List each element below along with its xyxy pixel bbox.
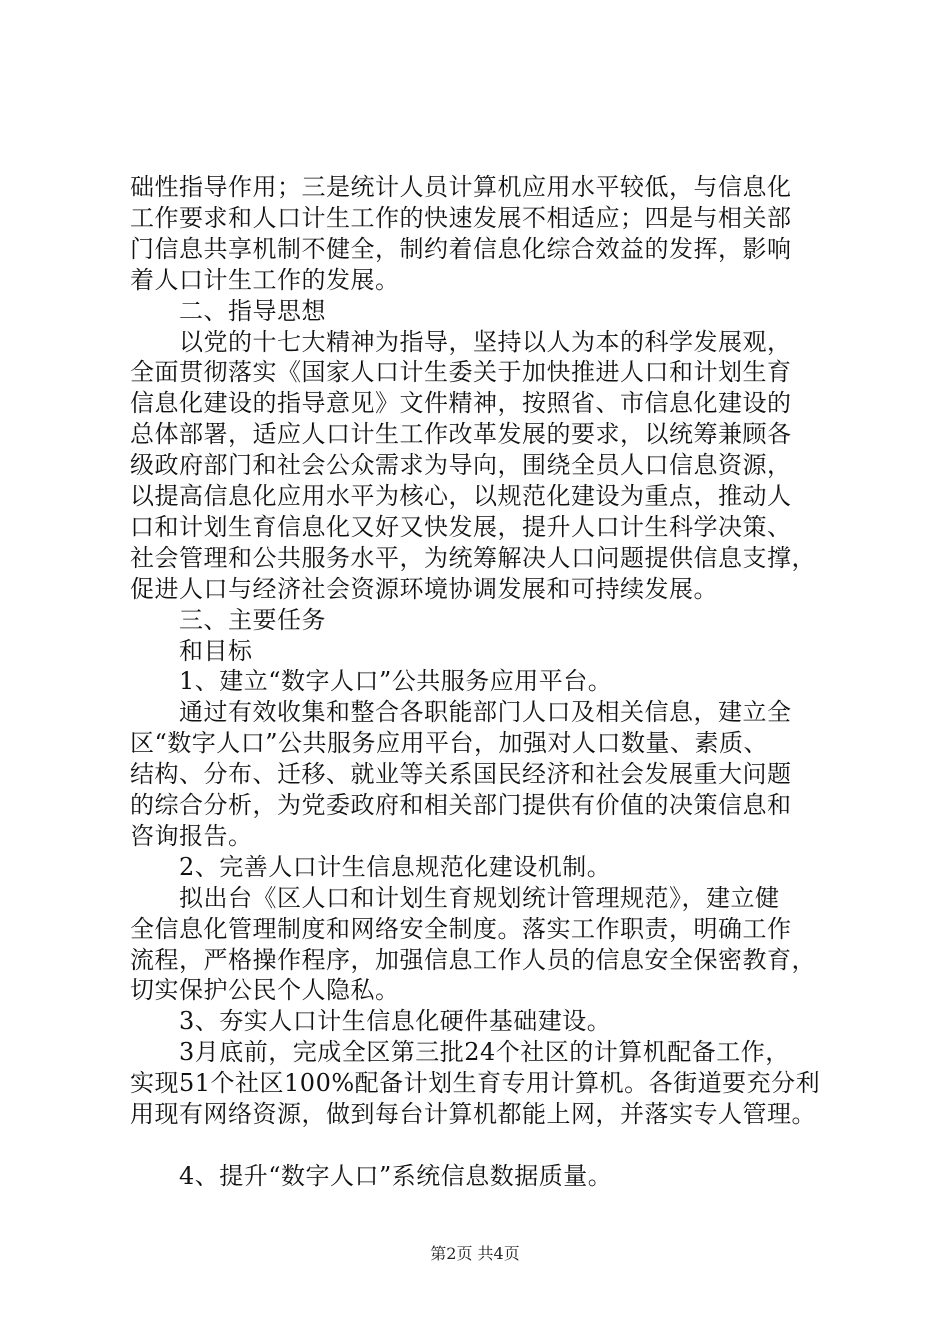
text-line: 础性指导作用；三是统计人员计算机应用水平较低，与信息化 [130,173,792,201]
page-footer: 第2页 共4页 [430,1244,520,1263]
text-line: 通过有效收集和整合各职能部门人口及相关信息，建立全 [130,698,792,727]
text-line: 和目标 [130,636,253,665]
text-line: 用现有网络资源，做到每台计算机都能上网，并落实专人管理。 [130,1100,816,1128]
text-line: 级政府部门和社会公众需求为导向，围绕全员人口信息资源， [130,451,792,480]
text-line: 门信息共享机制不健全，制约着信息化综合效益的发挥，影响 [130,234,792,263]
text-line: 以提高信息化应用水平为核心，以规范化建设为重点，推动人 [130,482,792,510]
text-line: 实现51个社区100%配备计划生育专用计算机。各街道要充分利 [130,1069,821,1098]
text-line: 以党的十七大精神为指导，坚持以人为本的科学发展观， [130,327,792,356]
text-line: 流程，严格操作程序，加强信息工作人员的信息安全保密教育， [130,945,816,974]
text-line: 的综合分析，为党委政府和相关部门提供有价值的决策信息和 [130,791,792,819]
text-line: 工作要求和人口计生工作的快速发展不相适应；四是与相关部 [130,203,792,232]
text-line: 三、主要任务 [130,605,326,634]
text-line: 总体部署，适应人口计生工作改革发展的要求，以统筹兼顾各 [130,420,792,449]
text-line: 结构、分布、迁移、就业等关系国民经济和社会发展重大问题 [130,760,792,789]
text-line: 4、提升“数字人口”系统信息数据质量。 [130,1161,613,1190]
text-line: 咨询报告。 [130,821,253,850]
text-line: 全信息化管理制度和网络安全制度。落实工作职责，明确工作 [130,914,792,943]
text-line: 社会管理和公共服务水平，为统筹解决人口问题提供信息支撑， [130,543,816,572]
text-line: 区“数字人口”公共服务应用平台，加强对人口数量、素质、 [130,729,769,758]
text-line: 3月底前，完成全区第三批24个社区的计算机配备工作， [130,1038,790,1067]
text-line: 口和计划生育信息化又好又快发展，提升人口计生科学决策、 [130,512,792,541]
text-line: 2、完善人口计生信息规范化建设机制。 [130,852,612,881]
text-line: 着人口计生工作的发展。 [130,265,400,294]
text-line: 促进人口与经济社会资源环境协调发展和可持续发展。 [130,574,718,603]
text-line: 1、建立“数字人口”公共服务应用平台。 [130,667,613,696]
text-line: 全面贯彻落实《国家人口计生委关于加快推进人口和计划生育 [130,358,792,387]
text-line: 二、指导思想 [130,296,326,325]
text-line: 信息化建设的指导意见》文件精神，按照省、市信息化建设的 [130,389,792,418]
text-line: 3、夯实人口计生信息化硬件基础建设。 [130,1007,612,1036]
text-line: 拟出台《区人口和计划生育规划统计管理规范》，建立健 [130,883,780,912]
text-line: 切实保护公民个人隐私。 [130,976,400,1005]
